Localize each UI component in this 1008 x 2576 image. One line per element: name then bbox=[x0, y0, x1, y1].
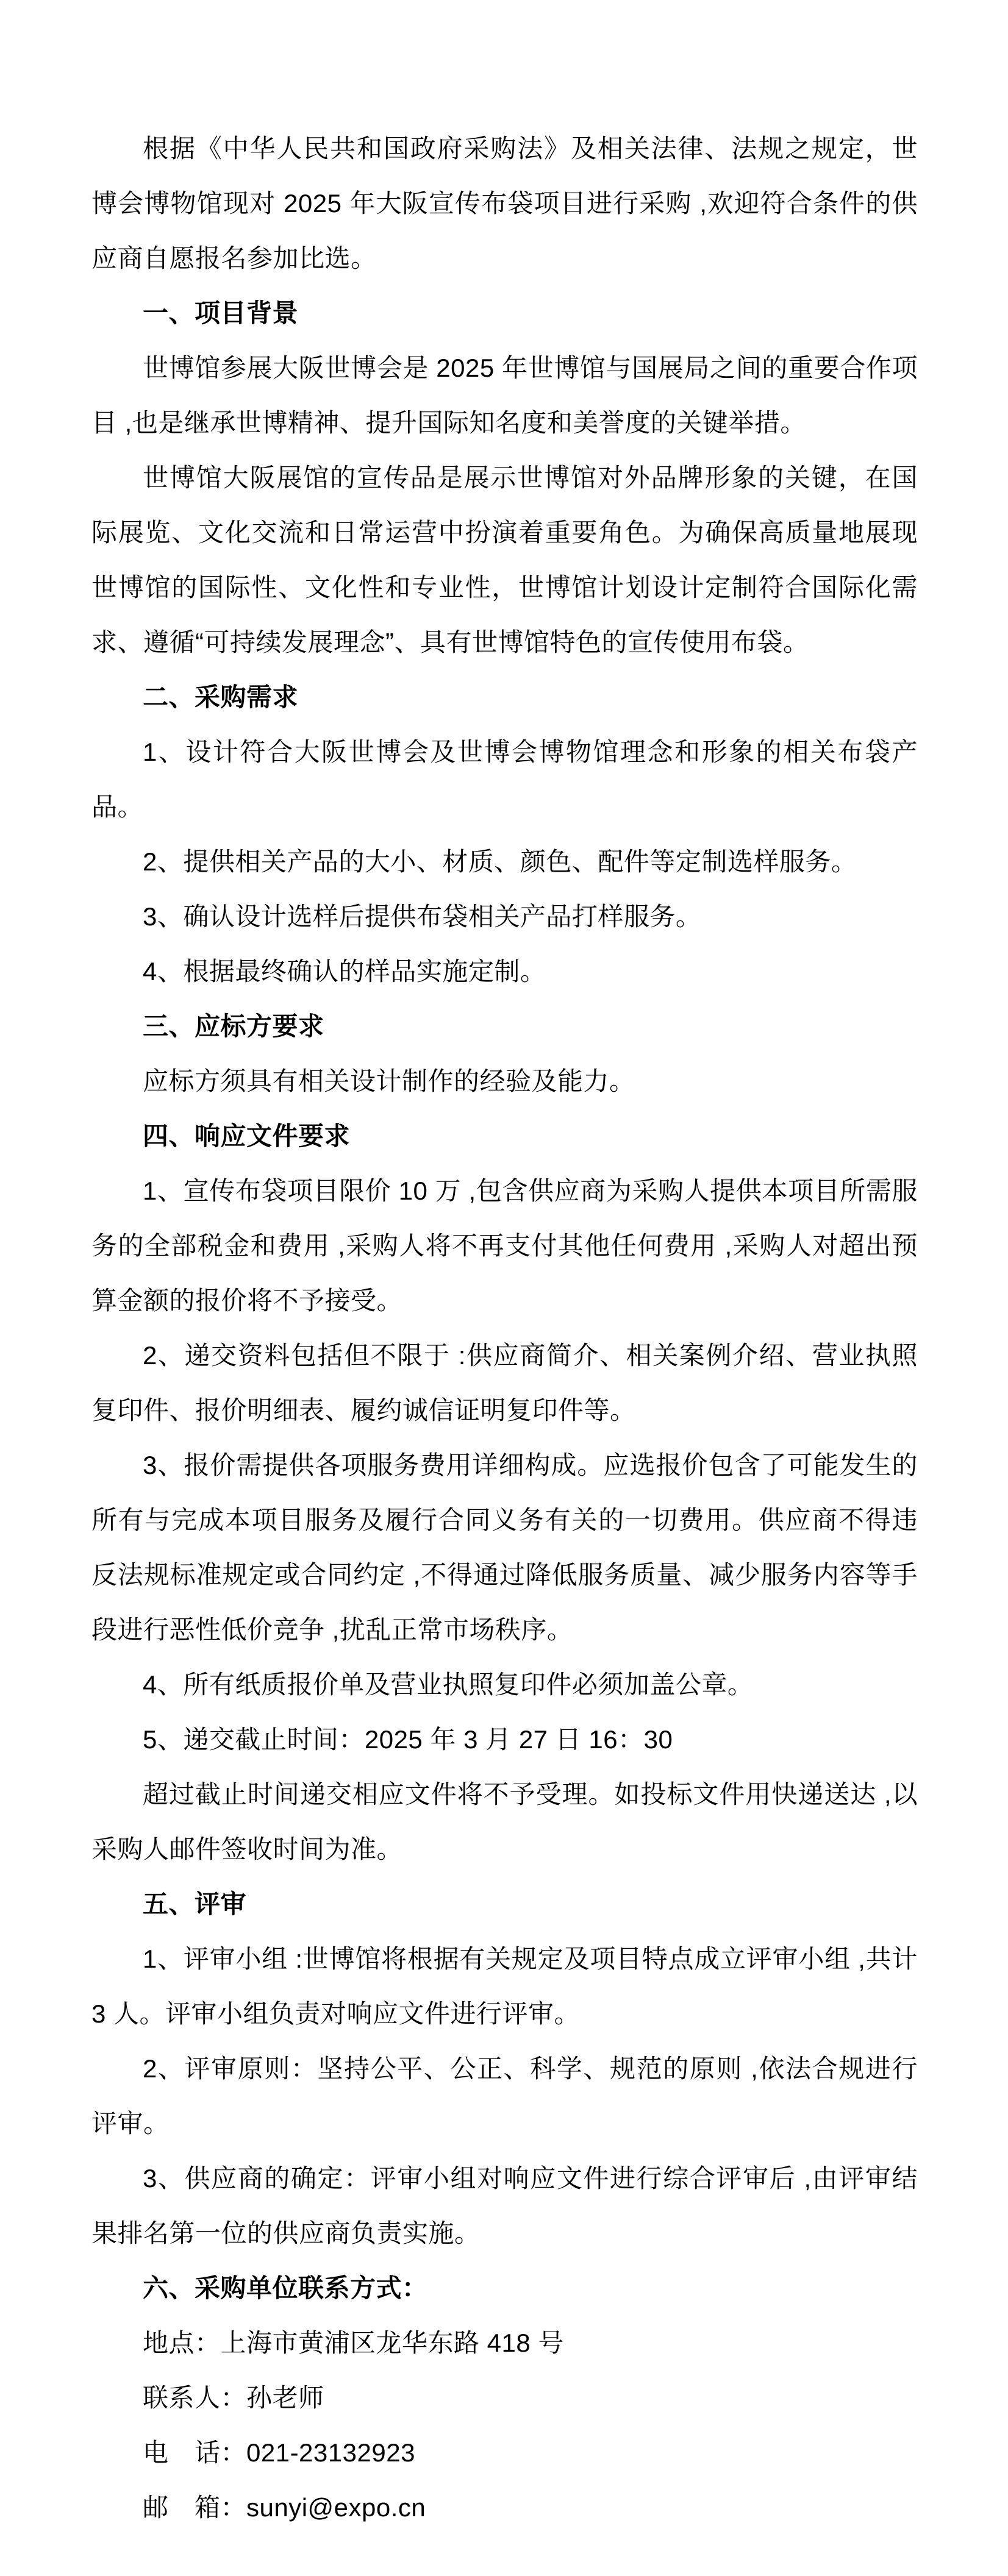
section-heading-requirements: 二、采购需求 bbox=[143, 683, 299, 711]
list-item: 4、根据最终确认的样品实施定制。 bbox=[143, 957, 546, 986]
list-item: 1、评审小组 :世博馆将根据有关规定及项目特点成立评审小组 ,共计 3 人。评审小组负责对响应文件进行评审。 bbox=[91, 1944, 918, 2028]
list-item: 2、评审原则：坚持公平、公正、科学、规范的原则 ,依法合规进行评审。 bbox=[91, 2054, 918, 2138]
section-heading-response-documents: 四、响应文件要求 bbox=[143, 1122, 351, 1150]
list-item: 3、供应商的确定：评审小组对响应文件进行综合评审后 ,由评审结果排名第一位的供应商负责实施。 bbox=[91, 2164, 918, 2247]
paragraph: 应标方须具有相关设计制作的经验及能力。 bbox=[143, 1067, 635, 1095]
list-item: 1、设计符合大阪世博会及世博会博物馆理念和形象的相关布袋产品。 bbox=[91, 738, 918, 821]
list-item: 1、宣传布袋项目限价 10 万 ,包含供应商为采购人提供本项目所需服务的全部税金和费用 ,采购人将不再支付其他任何费用 ,采购人对超出预算金额的报价将不予接受。 bbox=[91, 1176, 918, 1315]
paragraph: 世博馆参展大阪世博会是 2025 年世博馆与国展局之间的重要合作项目 ,也是继承世博精神、提升国际知名度和美誉度的关键举措。 bbox=[91, 354, 918, 437]
list-item: 4、所有纸质报价单及营业执照复印件必须加盖公章。 bbox=[143, 1670, 754, 1699]
intro-paragraph: 根据《中华人民共和国政府采购法》及相关法律、法规之规定，世博会博物馆现对 2025 年大阪宣传布袋项目进行采购 ,欢迎符合条件的供应商自愿报名参加比选。 bbox=[91, 134, 918, 272]
document-body bbox=[91, 121, 918, 2535]
contact-phone: 电 话：021-23132923 bbox=[143, 2438, 415, 2467]
list-item: 2、递交资料包括但不限于 :供应商简介、相关案例介绍、营业执照复印件、报价明细表、履约诚信证明复印件等。 bbox=[91, 1341, 918, 1425]
section-heading-contact: 六、采购单位联系方式： bbox=[143, 2274, 428, 2302]
contact-address: 地点：上海市黄浦区龙华东路 418 号 bbox=[143, 2329, 564, 2357]
section-heading-bidder-requirements: 三、应标方要求 bbox=[143, 1012, 324, 1041]
contact-person: 联系人：孙老师 bbox=[143, 2383, 324, 2412]
list-item: 3、报价需提供各项服务费用详细构成。应选报价包含了可能发生的所有与完成本项目服务及履行合同义务有关的一切费用。供应商不得违反法规标准规定或合同约定 ,不得通过降低服务质量、减少服务内容等手段进行恶性低价竞争 ,扰乱正常市场秩序。 bbox=[91, 1451, 918, 1644]
list-item-deadline: 5、递交截止时间：2025 年 3 月 27 日 16：30 bbox=[143, 1725, 673, 1754]
contact-email: 邮 箱：sunyi@expo.cn bbox=[143, 2493, 426, 2522]
paragraph: 世博馆大阪展馆的宣传品是展示世博馆对外品牌形象的关键，在国际展览、文化交流和日常运营中扮演着重要角色。为确保高质量地展现世博馆的国际性、文化性和专业性，世博馆计划设计定制符合国际化需求、遵循“可持续发展理念”、具有世博馆特色的宣传使用布袋。 bbox=[91, 463, 918, 656]
section-heading-background: 一、项目背景 bbox=[143, 299, 299, 327]
paragraph: 超过截止时间递交相应文件将不予受理。如投标文件用快递送达 ,以采购人邮件签收时间为准。 bbox=[91, 1780, 918, 1863]
list-item: 3、确认设计选样后提供布袋相关产品打样服务。 bbox=[143, 902, 702, 931]
section-heading-evaluation: 五、评审 bbox=[143, 1890, 247, 1918]
list-item: 2、提供相关产品的大小、材质、颜色、配件等定制选样服务。 bbox=[143, 847, 857, 876]
